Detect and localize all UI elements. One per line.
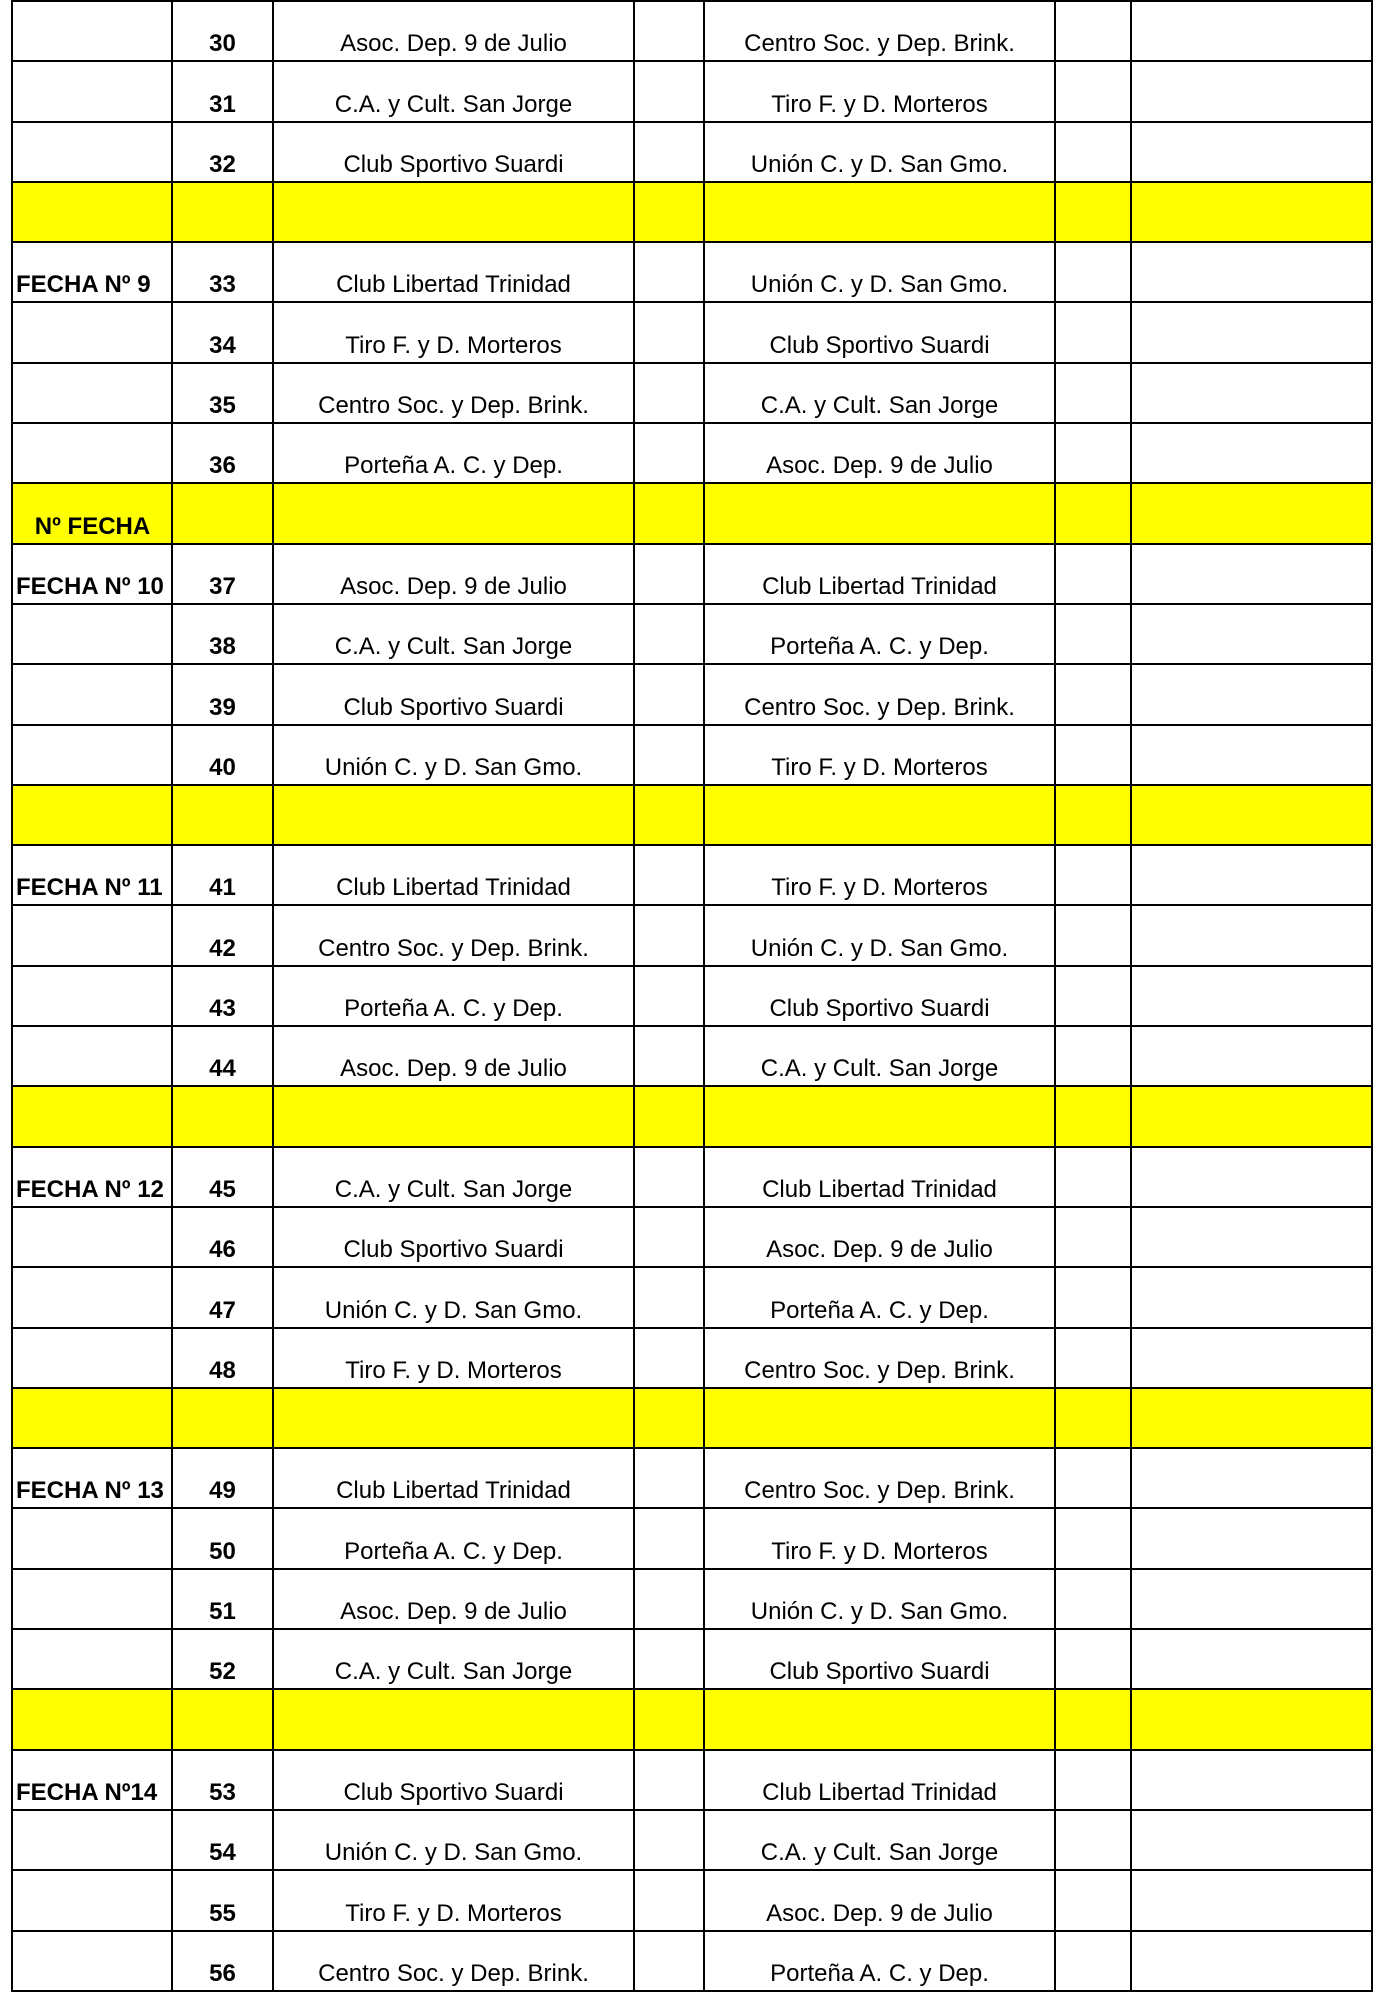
home-team-cell — [273, 1689, 634, 1749]
home-team-cell: Club Libertad Trinidad — [273, 845, 634, 905]
away-team-cell: Tiro F. y D. Morteros — [704, 61, 1055, 121]
match-row — [12, 302, 1372, 362]
notes-cell — [1131, 544, 1372, 604]
match-number-cell: 43 — [172, 966, 273, 1026]
match-number-cell: 31 — [172, 61, 273, 121]
notes-cell — [1131, 1870, 1372, 1930]
home-team-cell — [273, 483, 634, 543]
fecha-cell: FECHA Nº 11 — [12, 845, 172, 905]
fecha-cell — [12, 604, 172, 664]
notes-cell — [1131, 363, 1372, 423]
home-team-cell: Centro Soc. y Dep. Brink. — [273, 363, 634, 423]
away-score-cell — [1055, 1026, 1131, 1086]
away-team-cell: Centro Soc. y Dep. Brink. — [704, 1328, 1055, 1388]
match-row — [12, 1147, 1372, 1207]
notes-cell — [1131, 966, 1372, 1026]
notes-cell — [1131, 242, 1372, 302]
match-number-cell: 52 — [172, 1629, 273, 1689]
notes-cell — [1131, 182, 1372, 242]
home-score-cell — [634, 182, 704, 242]
fecha-cell: Nº FECHA — [12, 483, 172, 543]
fixture-rows — [12, 1, 1372, 1991]
fecha-cell: FECHA Nº 12 — [12, 1147, 172, 1207]
fecha-cell — [12, 905, 172, 965]
fecha-cell: FECHA Nº 9 — [12, 242, 172, 302]
match-number-cell: 41 — [172, 845, 273, 905]
home-team-cell: Club Sportivo Suardi — [273, 122, 634, 182]
home-team-cell: C.A. y Cult. San Jorge — [273, 1629, 634, 1689]
match-number-cell: 56 — [172, 1931, 273, 1991]
home-score-cell — [634, 1870, 704, 1930]
away-team-cell: Asoc. Dep. 9 de Julio — [704, 423, 1055, 483]
match-row — [12, 1328, 1372, 1388]
match-number-cell: 50 — [172, 1508, 273, 1568]
fecha-cell — [12, 725, 172, 785]
match-row — [12, 1448, 1372, 1508]
home-team-cell — [273, 785, 634, 845]
fecha-cell — [12, 1, 172, 61]
home-team-cell: Club Sportivo Suardi — [273, 1750, 634, 1810]
away-team-cell: Unión C. y D. San Gmo. — [704, 122, 1055, 182]
away-score-cell — [1055, 1448, 1131, 1508]
fixture-table — [11, 0, 1373, 1992]
home-team-cell: C.A. y Cult. San Jorge — [273, 61, 634, 121]
home-score-cell — [634, 483, 704, 543]
fecha-cell — [12, 302, 172, 362]
notes-cell — [1131, 1750, 1372, 1810]
away-team-cell: Porteña A. C. y Dep. — [704, 1267, 1055, 1327]
fecha-cell — [12, 1086, 172, 1146]
match-number-cell: 40 — [172, 725, 273, 785]
notes-cell — [1131, 845, 1372, 905]
away-score-cell — [1055, 423, 1131, 483]
away-score-cell — [1055, 725, 1131, 785]
away-team-cell: Porteña A. C. y Dep. — [704, 604, 1055, 664]
home-score-cell — [634, 1388, 704, 1448]
home-score-cell — [634, 966, 704, 1026]
home-team-cell: Asoc. Dep. 9 de Julio — [273, 1026, 634, 1086]
notes-cell — [1131, 785, 1372, 845]
home-team-cell: Tiro F. y D. Morteros — [273, 302, 634, 362]
notes-cell — [1131, 1629, 1372, 1689]
home-team-cell: Centro Soc. y Dep. Brink. — [273, 905, 634, 965]
match-row — [12, 604, 1372, 664]
home-team-cell: Club Sportivo Suardi — [273, 664, 634, 724]
notes-cell — [1131, 1810, 1372, 1870]
away-team-cell: Unión C. y D. San Gmo. — [704, 242, 1055, 302]
notes-cell — [1131, 604, 1372, 664]
match-number-cell: 39 — [172, 664, 273, 724]
match-row — [12, 845, 1372, 905]
away-team-cell: Club Libertad Trinidad — [704, 544, 1055, 604]
match-number-cell: 46 — [172, 1207, 273, 1267]
match-row — [12, 905, 1372, 965]
away-score-cell — [1055, 1207, 1131, 1267]
notes-cell — [1131, 1, 1372, 61]
home-team-cell: Centro Soc. y Dep. Brink. — [273, 1931, 634, 1991]
match-number-cell: 33 — [172, 242, 273, 302]
match-number-cell: 32 — [172, 122, 273, 182]
away-team-cell — [704, 1388, 1055, 1448]
home-score-cell — [634, 1508, 704, 1568]
away-score-cell — [1055, 1689, 1131, 1749]
fecha-cell — [12, 122, 172, 182]
match-row — [12, 1931, 1372, 1991]
match-row — [12, 1810, 1372, 1870]
fixture-sheet — [11, 0, 1371, 1992]
away-team-cell — [704, 785, 1055, 845]
away-score-cell — [1055, 966, 1131, 1026]
home-score-cell — [634, 1086, 704, 1146]
notes-cell — [1131, 905, 1372, 965]
home-score-cell — [634, 1267, 704, 1327]
away-team-cell: Club Libertad Trinidad — [704, 1147, 1055, 1207]
home-team-cell: Asoc. Dep. 9 de Julio — [273, 1569, 634, 1629]
home-team-cell: Unión C. y D. San Gmo. — [273, 1267, 634, 1327]
notes-cell — [1131, 1448, 1372, 1508]
match-number-cell: 48 — [172, 1328, 273, 1388]
match-number-cell: 55 — [172, 1870, 273, 1930]
home-team-cell: Tiro F. y D. Morteros — [273, 1328, 634, 1388]
match-number-cell: 35 — [172, 363, 273, 423]
home-team-cell: Club Libertad Trinidad — [273, 242, 634, 302]
away-score-cell — [1055, 1629, 1131, 1689]
match-number-cell: 45 — [172, 1147, 273, 1207]
away-score-cell — [1055, 1328, 1131, 1388]
home-score-cell — [634, 1207, 704, 1267]
away-score-cell — [1055, 1147, 1131, 1207]
match-number-cell: 53 — [172, 1750, 273, 1810]
away-team-cell: Porteña A. C. y Dep. — [704, 1931, 1055, 1991]
home-team-cell: Tiro F. y D. Morteros — [273, 1870, 634, 1930]
match-number-cell: 51 — [172, 1569, 273, 1629]
home-score-cell — [634, 905, 704, 965]
home-team-cell: Porteña A. C. y Dep. — [273, 1508, 634, 1568]
match-number-cell — [172, 483, 273, 543]
home-score-cell — [634, 785, 704, 845]
away-team-cell: Asoc. Dep. 9 de Julio — [704, 1207, 1055, 1267]
home-score-cell — [634, 1, 704, 61]
home-score-cell — [634, 1810, 704, 1870]
away-team-cell: Tiro F. y D. Morteros — [704, 1508, 1055, 1568]
away-score-cell — [1055, 182, 1131, 242]
away-score-cell — [1055, 785, 1131, 845]
away-score-cell — [1055, 1750, 1131, 1810]
away-score-cell — [1055, 302, 1131, 362]
away-score-cell — [1055, 61, 1131, 121]
home-score-cell — [634, 1328, 704, 1388]
fecha-cell — [12, 1328, 172, 1388]
away-score-cell — [1055, 1870, 1131, 1930]
home-score-cell — [634, 302, 704, 362]
away-team-cell: C.A. y Cult. San Jorge — [704, 1810, 1055, 1870]
away-score-cell — [1055, 122, 1131, 182]
away-team-cell: Tiro F. y D. Morteros — [704, 845, 1055, 905]
home-score-cell — [634, 544, 704, 604]
match-number-cell — [172, 1388, 273, 1448]
match-number-cell — [172, 182, 273, 242]
match-row — [12, 966, 1372, 1026]
away-score-cell — [1055, 363, 1131, 423]
match-row — [12, 1267, 1372, 1327]
away-team-cell: Club Sportivo Suardi — [704, 966, 1055, 1026]
fecha-cell: FECHA Nº 10 — [12, 544, 172, 604]
fecha-cell — [12, 1267, 172, 1327]
away-team-cell: Unión C. y D. San Gmo. — [704, 1569, 1055, 1629]
away-team-cell: Centro Soc. y Dep. Brink. — [704, 1448, 1055, 1508]
home-score-cell — [634, 61, 704, 121]
away-team-cell — [704, 182, 1055, 242]
home-score-cell — [634, 1026, 704, 1086]
home-score-cell — [634, 725, 704, 785]
fecha-cell — [12, 423, 172, 483]
home-score-cell — [634, 664, 704, 724]
fecha-cell — [12, 1508, 172, 1568]
home-score-cell — [634, 1569, 704, 1629]
separator-row — [12, 1388, 1372, 1448]
fecha-cell — [12, 1689, 172, 1749]
away-score-cell — [1055, 1086, 1131, 1146]
notes-cell — [1131, 1086, 1372, 1146]
home-score-cell — [634, 1689, 704, 1749]
home-score-cell — [634, 1147, 704, 1207]
away-score-cell — [1055, 1, 1131, 61]
home-team-cell: Unión C. y D. San Gmo. — [273, 725, 634, 785]
away-score-cell — [1055, 664, 1131, 724]
match-number-cell: 44 — [172, 1026, 273, 1086]
match-row — [12, 61, 1372, 121]
away-team-cell — [704, 1086, 1055, 1146]
notes-cell — [1131, 423, 1372, 483]
home-team-cell — [273, 1388, 634, 1448]
notes-cell — [1131, 1689, 1372, 1749]
away-team-cell: Club Libertad Trinidad — [704, 1750, 1055, 1810]
away-team-cell: C.A. y Cult. San Jorge — [704, 363, 1055, 423]
match-row — [12, 1870, 1372, 1930]
away-team-cell — [704, 483, 1055, 543]
match-row — [12, 363, 1372, 423]
notes-cell — [1131, 1026, 1372, 1086]
match-row — [12, 1, 1372, 61]
away-team-cell: Club Sportivo Suardi — [704, 1629, 1055, 1689]
notes-cell — [1131, 664, 1372, 724]
match-number-cell: 30 — [172, 1, 273, 61]
match-row — [12, 664, 1372, 724]
home-score-cell — [634, 423, 704, 483]
separator-row — [12, 182, 1372, 242]
home-team-cell: Asoc. Dep. 9 de Julio — [273, 1, 634, 61]
match-row — [12, 1207, 1372, 1267]
away-team-cell: Unión C. y D. San Gmo. — [704, 905, 1055, 965]
fecha-cell — [12, 1931, 172, 1991]
home-team-cell: Unión C. y D. San Gmo. — [273, 1810, 634, 1870]
notes-cell — [1131, 1328, 1372, 1388]
home-score-cell — [634, 845, 704, 905]
match-row — [12, 423, 1372, 483]
away-score-cell — [1055, 1810, 1131, 1870]
match-row — [12, 122, 1372, 182]
match-number-cell: 54 — [172, 1810, 273, 1870]
fecha-cell — [12, 1629, 172, 1689]
match-row — [12, 1026, 1372, 1086]
home-team-cell: Club Sportivo Suardi — [273, 1207, 634, 1267]
away-team-cell: Tiro F. y D. Morteros — [704, 725, 1055, 785]
home-score-cell — [634, 122, 704, 182]
fecha-cell — [12, 363, 172, 423]
match-row — [12, 1569, 1372, 1629]
notes-cell — [1131, 1267, 1372, 1327]
away-team-cell: Asoc. Dep. 9 de Julio — [704, 1870, 1055, 1930]
home-score-cell — [634, 1629, 704, 1689]
notes-cell — [1131, 1569, 1372, 1629]
fecha-cell — [12, 664, 172, 724]
home-team-cell: Porteña A. C. y Dep. — [273, 966, 634, 1026]
away-score-cell — [1055, 1267, 1131, 1327]
match-number-cell: 34 — [172, 302, 273, 362]
away-team-cell: Centro Soc. y Dep. Brink. — [704, 664, 1055, 724]
away-score-cell — [1055, 544, 1131, 604]
fecha-cell — [12, 1870, 172, 1930]
match-row — [12, 242, 1372, 302]
separator-row — [12, 785, 1372, 845]
match-number-cell: 47 — [172, 1267, 273, 1327]
home-team-cell: C.A. y Cult. San Jorge — [273, 1147, 634, 1207]
match-row — [12, 725, 1372, 785]
home-score-cell — [634, 604, 704, 664]
away-score-cell — [1055, 845, 1131, 905]
notes-cell — [1131, 725, 1372, 785]
notes-cell — [1131, 483, 1372, 543]
match-number-cell — [172, 1689, 273, 1749]
fecha-cell — [12, 1569, 172, 1629]
match-number-cell: 38 — [172, 604, 273, 664]
match-row — [12, 1629, 1372, 1689]
away-score-cell — [1055, 905, 1131, 965]
away-score-cell — [1055, 483, 1131, 543]
home-team-cell: Porteña A. C. y Dep. — [273, 423, 634, 483]
fecha-cell — [12, 182, 172, 242]
fecha-cell: FECHA Nº14 — [12, 1750, 172, 1810]
home-score-cell — [634, 242, 704, 302]
away-score-cell — [1055, 604, 1131, 664]
separator-row — [12, 1689, 1372, 1749]
fecha-cell — [12, 1810, 172, 1870]
notes-cell — [1131, 1508, 1372, 1568]
home-score-cell — [634, 1931, 704, 1991]
match-number-cell — [172, 785, 273, 845]
separator-row — [12, 1086, 1372, 1146]
away-team-cell: Centro Soc. y Dep. Brink. — [704, 1, 1055, 61]
match-row — [12, 544, 1372, 604]
fecha-cell — [12, 785, 172, 845]
fecha-cell — [12, 1388, 172, 1448]
separator-row — [12, 483, 1372, 543]
home-team-cell: C.A. y Cult. San Jorge — [273, 604, 634, 664]
match-number-cell — [172, 1086, 273, 1146]
away-score-cell — [1055, 1931, 1131, 1991]
notes-cell — [1131, 1207, 1372, 1267]
notes-cell — [1131, 302, 1372, 362]
fecha-cell: FECHA Nº 13 — [12, 1448, 172, 1508]
match-number-cell: 49 — [172, 1448, 273, 1508]
away-team-cell: Club Sportivo Suardi — [704, 302, 1055, 362]
away-score-cell — [1055, 242, 1131, 302]
match-row — [12, 1508, 1372, 1568]
away-team-cell — [704, 1689, 1055, 1749]
home-team-cell: Club Libertad Trinidad — [273, 1448, 634, 1508]
notes-cell — [1131, 1931, 1372, 1991]
home-team-cell: Asoc. Dep. 9 de Julio — [273, 544, 634, 604]
fecha-cell — [12, 1026, 172, 1086]
home-score-cell — [634, 363, 704, 423]
notes-cell — [1131, 1147, 1372, 1207]
match-row — [12, 1750, 1372, 1810]
home-score-cell — [634, 1750, 704, 1810]
home-team-cell — [273, 182, 634, 242]
match-number-cell: 36 — [172, 423, 273, 483]
fecha-cell — [12, 1207, 172, 1267]
away-score-cell — [1055, 1569, 1131, 1629]
home-score-cell — [634, 1448, 704, 1508]
away-score-cell — [1055, 1388, 1131, 1448]
away-score-cell — [1055, 1508, 1131, 1568]
home-team-cell — [273, 1086, 634, 1146]
match-number-cell: 42 — [172, 905, 273, 965]
fecha-cell — [12, 966, 172, 1026]
away-team-cell: C.A. y Cult. San Jorge — [704, 1026, 1055, 1086]
fecha-cell — [12, 61, 172, 121]
notes-cell — [1131, 1388, 1372, 1448]
match-number-cell: 37 — [172, 544, 273, 604]
notes-cell — [1131, 122, 1372, 182]
notes-cell — [1131, 61, 1372, 121]
